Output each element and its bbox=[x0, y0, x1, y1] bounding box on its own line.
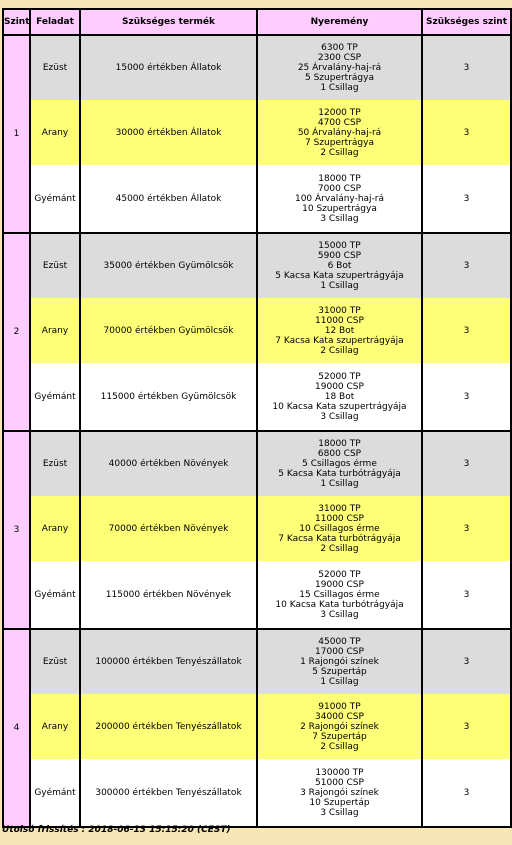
table-row bbox=[3, 233, 511, 298]
reward-line: 5 Kacsa Kata szupertrágyája bbox=[275, 271, 404, 281]
reward-line: 34000 CSP bbox=[315, 711, 364, 722]
task-cell: Ezüst bbox=[30, 629, 80, 694]
reward-line: 2 Rajongói színek bbox=[300, 721, 379, 732]
reward-line: 5 Kacsa Kata turbótrágyája bbox=[278, 469, 401, 479]
reward-line: 1 Csillag bbox=[320, 479, 359, 489]
table-row bbox=[3, 165, 511, 233]
reward-line: 91000 TP bbox=[318, 701, 361, 712]
reward-line: 130000 TP bbox=[315, 767, 364, 778]
reward-cell bbox=[257, 496, 422, 561]
product-cell: 40000 értékben Növények bbox=[80, 431, 257, 496]
product-cell: 115000 értékben Gyümölcsök bbox=[80, 363, 257, 431]
reward-line: 2 Csillag bbox=[320, 741, 359, 752]
reward-cell bbox=[257, 759, 422, 827]
table-row bbox=[3, 759, 511, 827]
required-level-cell: 3 bbox=[422, 629, 511, 694]
task-cell: Gyémánt bbox=[30, 363, 80, 431]
reward-line: 7 Kacsa Kata turbótrágyája bbox=[278, 533, 401, 544]
reward-line: 11000 CSP bbox=[315, 513, 364, 524]
reward-line: 10 Szupertáp bbox=[309, 797, 370, 808]
reward-line: 3 Rajongói színek bbox=[300, 787, 379, 798]
table-row bbox=[3, 363, 511, 431]
product-cell: 70000 értékben Növények bbox=[80, 496, 257, 561]
reward-line: 18 Bot bbox=[324, 391, 355, 402]
reward-line: 19000 CSP bbox=[315, 579, 364, 590]
task-cell: Gyémánt bbox=[30, 759, 80, 827]
reward-line: 6300 TP bbox=[321, 43, 358, 53]
header-required-level: Szükséges szint bbox=[422, 9, 511, 35]
level-cell: 4 bbox=[3, 629, 30, 827]
product-cell: 30000 értékben Állatok bbox=[80, 100, 257, 165]
reward-line: 19000 CSP bbox=[315, 381, 364, 392]
task-cell: Arany bbox=[30, 694, 80, 759]
table-row bbox=[3, 298, 511, 363]
table-row bbox=[3, 629, 511, 694]
reward-cell bbox=[257, 694, 422, 759]
reward-line: 15 Csillagos érme bbox=[299, 589, 380, 600]
reward-line: 5 Szupertáp bbox=[312, 667, 367, 677]
level-cell: 1 bbox=[3, 35, 30, 233]
reward-line: 10 Kacsa Kata turbótrágyája bbox=[275, 599, 404, 610]
reward-line: 11000 CSP bbox=[315, 315, 364, 326]
reward-line: 1 Csillag bbox=[320, 677, 359, 687]
reward-cell bbox=[257, 431, 422, 496]
task-cell: Gyémánt bbox=[30, 561, 80, 629]
reward-line: 5 Csillagos érme bbox=[302, 459, 377, 469]
reward-line: 4700 CSP bbox=[317, 117, 362, 128]
reward-line: 2300 CSP bbox=[317, 53, 362, 63]
reward-cell bbox=[257, 561, 422, 629]
level-cell: 2 bbox=[3, 233, 30, 431]
reward-line: 7 Szupertáp bbox=[312, 731, 367, 742]
product-cell: 15000 értékben Állatok bbox=[80, 35, 257, 100]
required-level-cell: 3 bbox=[422, 363, 511, 431]
reward-cell bbox=[257, 165, 422, 233]
reward-line: 52000 TP bbox=[318, 569, 361, 580]
task-cell: Ezüst bbox=[30, 233, 80, 298]
required-level-cell: 3 bbox=[422, 35, 511, 100]
required-level-cell: 3 bbox=[422, 165, 511, 233]
product-cell: 70000 értékben Gyümölcsök bbox=[80, 298, 257, 363]
table-row bbox=[3, 100, 511, 165]
required-level-cell: 3 bbox=[422, 298, 511, 363]
reward-line: 2 Csillag bbox=[320, 543, 359, 554]
reward-line: 2 Csillag bbox=[320, 147, 359, 158]
required-level-cell: 3 bbox=[422, 100, 511, 165]
reward-line: 50 Árvalány-haj-rá bbox=[297, 127, 382, 138]
reward-line: 3 Csillag bbox=[320, 807, 359, 818]
reward-line: 10 Csillagos érme bbox=[299, 523, 380, 534]
reward-line: 3 Csillag bbox=[320, 213, 359, 224]
level-cell: 3 bbox=[3, 431, 30, 629]
task-cell: Ezüst bbox=[30, 431, 80, 496]
header-level: Szint bbox=[3, 9, 30, 35]
table-row bbox=[3, 694, 511, 759]
reward-cell bbox=[257, 233, 422, 298]
required-level-cell: 3 bbox=[422, 496, 511, 561]
task-cell: Arany bbox=[30, 100, 80, 165]
reward-line: 15000 TP bbox=[318, 241, 361, 251]
reward-line: 25 Árvalány-haj-rá bbox=[297, 63, 382, 73]
reward-line: 5 Szupertrágya bbox=[305, 73, 374, 83]
header-product: Szükséges termék bbox=[80, 9, 257, 35]
reward-line: 2 Csillag bbox=[320, 345, 359, 356]
task-cell: Arany bbox=[30, 496, 80, 561]
task-cell: Arany bbox=[30, 298, 80, 363]
reward-cell bbox=[257, 629, 422, 694]
task-cell: Ezüst bbox=[30, 35, 80, 100]
reward-line: 45000 TP bbox=[318, 637, 361, 647]
reward-line: 1 Csillag bbox=[320, 281, 359, 291]
required-level-cell: 3 bbox=[422, 431, 511, 496]
required-level-cell: 3 bbox=[422, 233, 511, 298]
reward-line: 6800 CSP bbox=[317, 449, 362, 459]
reward-line: 51000 CSP bbox=[315, 777, 364, 788]
required-level-cell: 3 bbox=[422, 561, 511, 629]
required-level-cell: 3 bbox=[422, 694, 511, 759]
reward-line: 31000 TP bbox=[318, 503, 361, 514]
rewards-table bbox=[2, 8, 512, 828]
table-row bbox=[3, 561, 511, 629]
reward-line: 3 Csillag bbox=[320, 609, 359, 620]
task-cell: Gyémánt bbox=[30, 165, 80, 233]
reward-line: 52000 TP bbox=[318, 371, 361, 382]
product-cell: 45000 értékben Állatok bbox=[80, 165, 257, 233]
reward-cell bbox=[257, 363, 422, 431]
reward-line: 31000 TP bbox=[318, 305, 361, 316]
reward-line: 10 Szupertrágya bbox=[302, 203, 377, 214]
reward-line: 12000 TP bbox=[318, 107, 361, 118]
reward-line: 18000 TP bbox=[318, 439, 361, 449]
reward-line: 18000 TP bbox=[318, 173, 361, 184]
product-cell: 300000 értékben Tenyészállatok bbox=[80, 759, 257, 827]
table-row bbox=[3, 431, 511, 496]
reward-line: 7000 CSP bbox=[317, 183, 362, 194]
reward-cell bbox=[257, 35, 422, 100]
reward-line: 6 Bot bbox=[327, 261, 352, 271]
reward-line: 7 Szupertrágya bbox=[305, 137, 374, 148]
reward-cell bbox=[257, 100, 422, 165]
reward-line: 1 Csillag bbox=[320, 83, 359, 93]
reward-line: 7 Kacsa Kata szupertrágyája bbox=[275, 335, 404, 346]
top-strip bbox=[0, 0, 512, 8]
product-cell: 100000 értékben Tenyészállatok bbox=[80, 629, 257, 694]
reward-line: 100 Árvalány-haj-rá bbox=[294, 193, 385, 204]
reward-line: 1 Rajongói színek bbox=[300, 657, 379, 667]
table-row bbox=[3, 496, 511, 561]
reward-line: 10 Kacsa Kata szupertrágyája bbox=[272, 401, 407, 412]
reward-line: 12 Bot bbox=[324, 325, 355, 336]
reward-line: 17000 CSP bbox=[315, 647, 364, 657]
reward-line: 5900 CSP bbox=[317, 251, 362, 261]
last-updated: Utolsó frissítés : 2018-06-13 15:15:20 (CEST) bbox=[2, 825, 231, 835]
header-reward: Nyeremény bbox=[257, 9, 422, 35]
product-cell: 115000 értékben Növények bbox=[80, 561, 257, 629]
required-level-cell: 3 bbox=[422, 759, 511, 827]
header-task: Feladat bbox=[30, 9, 80, 35]
header-row bbox=[3, 9, 511, 35]
reward-line: 3 Csillag bbox=[320, 411, 359, 422]
product-cell: 35000 értékben Gyümölcsök bbox=[80, 233, 257, 298]
product-cell: 200000 értékben Tenyészállatok bbox=[80, 694, 257, 759]
table-row bbox=[3, 35, 511, 100]
reward-cell bbox=[257, 298, 422, 363]
